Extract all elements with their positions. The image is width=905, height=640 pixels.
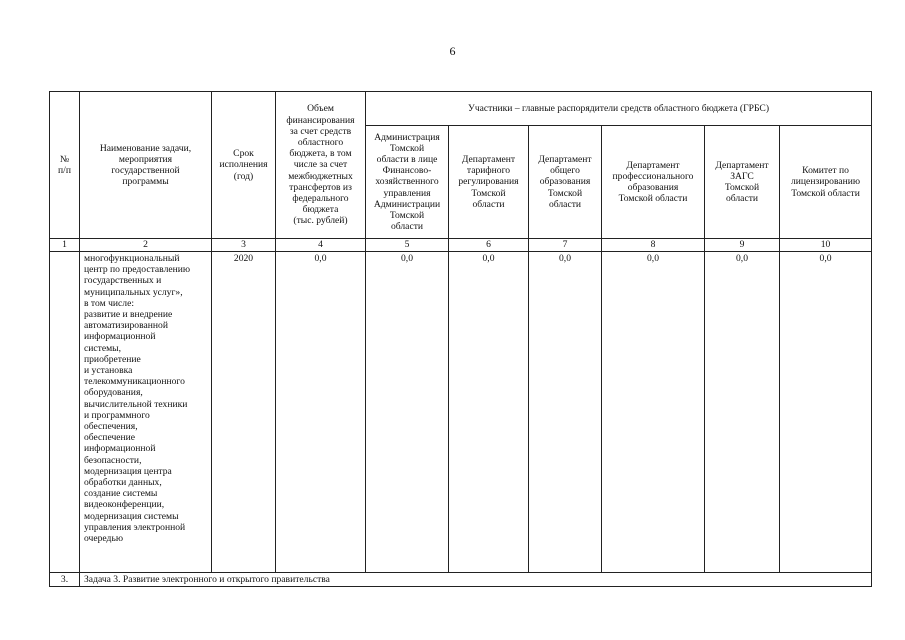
text-line: управления электронной [84, 521, 186, 533]
header-participant-licensing [780, 126, 872, 239]
text-line: Департамент [626, 159, 680, 171]
column-number: 6 [449, 239, 529, 252]
text-line: и программного [84, 409, 150, 421]
value-general-edu-cell: 0,0 [529, 252, 602, 573]
text-line: федерального [292, 193, 349, 204]
text-line: модернизация системы [84, 510, 179, 522]
activity-name-cell [80, 252, 212, 573]
task-row [50, 573, 872, 587]
column-number: 7 [529, 239, 602, 252]
text-line: обработки данных, [84, 477, 162, 489]
text-line: центр по предоставлению [84, 264, 191, 276]
text-line: мероприятия [118, 153, 173, 165]
text-line: лицензированию [791, 176, 861, 188]
text-line: Объем [307, 103, 334, 115]
header-num [50, 92, 80, 239]
text-line: исполнения [219, 159, 268, 171]
text-line: за счет средств [289, 125, 352, 137]
text-line: области в лице [376, 153, 438, 165]
text-line: Томской [547, 187, 583, 199]
text-line: автоматизированной [84, 320, 168, 332]
text-line: Томской [724, 182, 760, 193]
text-line: области [390, 221, 424, 233]
text-line: Томской области [618, 193, 688, 205]
budget-table [49, 91, 872, 587]
text-line: п/п [58, 165, 71, 176]
text-line: области [725, 193, 759, 205]
text-line: телекоммуникационного [84, 376, 185, 388]
text-line: Финансово- [382, 165, 432, 177]
text-line: тарифного [466, 165, 511, 177]
header-participant-tariff [449, 126, 529, 239]
text-line: области [548, 198, 582, 210]
text-line: № [59, 153, 70, 165]
text-line: ЗАГС [730, 170, 754, 182]
task-title-cell: Задача 3. Развитие электронного и открытого правительства [80, 573, 872, 587]
text-line: обеспечения, [84, 421, 138, 433]
text-line: образования [627, 182, 679, 193]
text-line: создание системы [84, 488, 158, 500]
text-line: образования [539, 176, 591, 188]
text-line: управления [383, 187, 431, 199]
text-line: системы, [84, 342, 122, 354]
text-line: Томской области [791, 187, 860, 199]
value-tariff-cell: 0,0 [449, 252, 529, 573]
text-line: Администрация [374, 131, 440, 143]
text-line: (год) [233, 170, 254, 182]
text-line: и установка [84, 365, 133, 377]
text-line: развитие и внедрение [84, 309, 173, 321]
text-line: Томской [389, 210, 425, 221]
year-cell: 2020 [212, 252, 276, 573]
text-line: хозяйственного [375, 176, 439, 188]
text-line: безопасности, [84, 454, 142, 466]
task-num-cell: 3. [50, 573, 80, 587]
column-number: 3 [212, 239, 276, 252]
text-line: государственной [111, 165, 180, 176]
text-line: областного [297, 136, 344, 148]
text-line: Администрации [373, 198, 441, 210]
text-line: финансирования [286, 114, 355, 126]
column-number: 10 [780, 239, 872, 252]
text-line: многофункциональный [84, 253, 180, 264]
row-num-cell [50, 252, 80, 573]
text-line: трансфертов из [289, 181, 352, 193]
text-line: числе за счет [293, 159, 348, 171]
column-number: 1 [50, 239, 80, 252]
column-number: 2 [80, 239, 212, 252]
text-line: Томской [389, 142, 425, 154]
table-row [50, 252, 872, 573]
text-line: Томской [471, 187, 506, 199]
text-line: оборудования, [84, 387, 143, 399]
text-line: области [472, 198, 505, 210]
text-line: государственных и [84, 275, 162, 287]
value-admin-cell: 0,0 [366, 252, 449, 573]
header-name [80, 92, 212, 239]
text-line: модернизация центра [84, 465, 172, 477]
header-funding [276, 92, 366, 239]
text-line: Наименование задачи, [99, 142, 192, 154]
value-prof-edu-cell: 0,0 [602, 252, 705, 573]
header-term [212, 92, 276, 239]
column-number: 5 [366, 239, 449, 252]
column-number: 4 [276, 239, 366, 252]
text-line: Департамент [715, 159, 769, 171]
text-line: Департамент [538, 153, 592, 165]
text-line: вычислительной техники [84, 398, 188, 410]
header-participant-admin [366, 126, 449, 239]
text-line: программы [122, 176, 169, 188]
text-line: межбюджетных [288, 170, 353, 182]
column-number: 9 [705, 239, 780, 252]
header-participant-general-edu [529, 126, 602, 239]
text-line: бюджета, в том [289, 148, 352, 160]
text-line: муниципальных услуг», [84, 286, 183, 298]
text-line: в том числе: [84, 297, 135, 309]
text-line: общего [550, 165, 580, 177]
value-funding-cell: 0,0 [276, 252, 366, 573]
text-line: информационной [84, 443, 156, 455]
text-line: бюджета [302, 204, 339, 216]
text-line: Департамент [461, 153, 516, 165]
column-number: 8 [602, 239, 705, 252]
header-participant-zags [705, 126, 780, 239]
text-line: видеоконференции, [84, 499, 165, 511]
header-participant-prof-edu [602, 126, 705, 239]
text-line: приобретение [84, 353, 141, 365]
value-licensing-cell: 0,0 [780, 252, 872, 573]
value-zags-cell: 0,0 [705, 252, 780, 573]
text-line: регулирования [458, 176, 519, 188]
text-line: Срок [233, 148, 254, 160]
text-line: информационной [84, 331, 156, 343]
text-line: (тыс. рублей) [293, 215, 348, 227]
header-participants-group: Участники – главные распорядители средств областного бюджета (ГРБС) [366, 92, 872, 126]
text-line: обеспечение [84, 432, 136, 444]
text-line: очередью [84, 533, 123, 545]
text-line: профессионального [612, 170, 694, 182]
text-line: Комитет по [802, 165, 849, 177]
page-number: 6 [449, 44, 456, 58]
